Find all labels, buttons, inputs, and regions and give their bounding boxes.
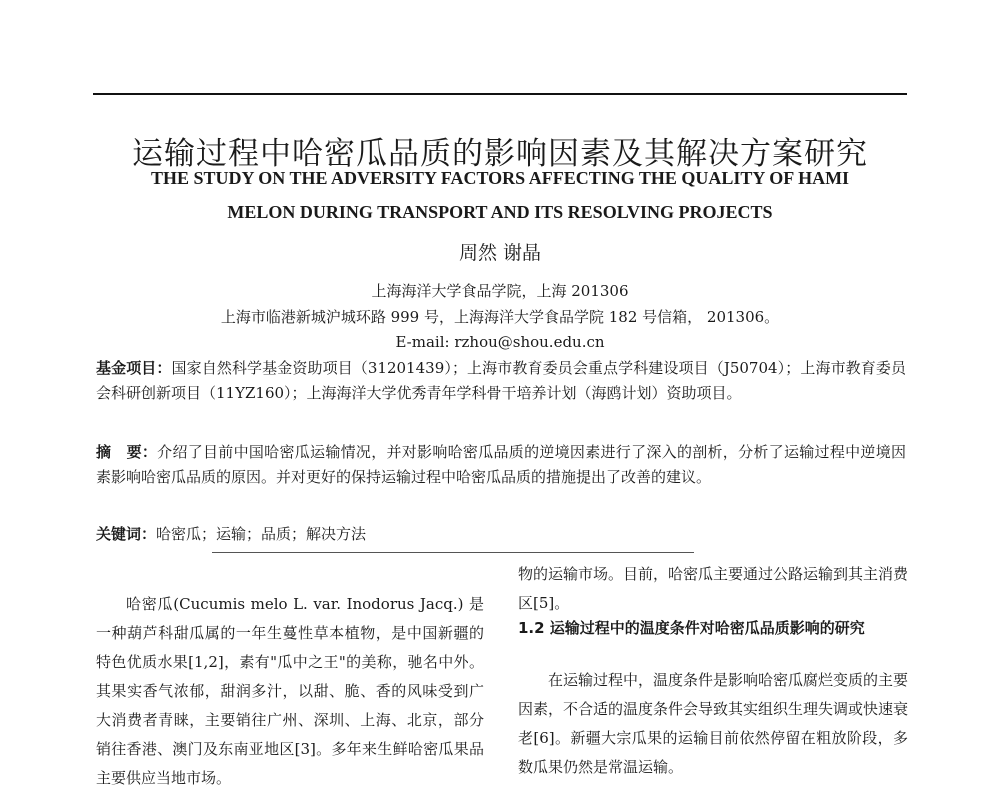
right-column-continuation: 物的运输市场。目前，哈密瓜主要通过公路运输到其主消费区[5]。 bbox=[518, 565, 909, 612]
title-english-line2: MELON DURING TRANSPORT AND ITS RESOLVING PROJECTS bbox=[227, 202, 773, 222]
fund-text: 国家自然科学基金资助项目（31201439）；上海市教育委员会重点学科建设项目（J50704）；上海市教育委员会科研创新项目（11YZ160）；上海海洋大学优秀青年学科骨干培养计划（海鸥计划）资助项目。 bbox=[96, 359, 906, 402]
keywords-text: 哈密瓜；运输；品质；解决方法 bbox=[156, 525, 367, 543]
intro-paragraph: 哈密瓜(Cucumis melo L. var. Inodorus Jacq.) 是一种葫芦科甜瓜属的一年生蔓性草本植物，是中国新疆的特色优质水果[1,2]，素有"瓜中之王"的美称，驰名中外。其果实香气浓郁，甜润多汁，以甜、脆、香的风味受到广大消费者青睐，主要销往广州、深圳、上海、北京，部分销往香港、澳门及东南亚地区[3]。多年来生鲜哈密瓜果品主要供应当地市场。 bbox=[96, 595, 484, 787]
email: E-mail: rzhou@shou.edu.cn bbox=[395, 333, 605, 351]
keywords-label: 关键词： bbox=[96, 525, 157, 543]
section-heading-1-2: 1.2 运输过程中的温度条件对哈密瓜品质影响的研究 bbox=[518, 619, 865, 637]
section-divider bbox=[212, 552, 694, 553]
title-english-line1: THE STUDY ON THE ADVERSITY FACTORS AFFECTING THE QUALITY OF HAMI bbox=[150, 168, 850, 188]
authors: 周然 谢晶 bbox=[458, 242, 542, 264]
affiliation-line1: 上海海洋大学食品学院，上海 201306 bbox=[371, 282, 629, 300]
fund-paragraph bbox=[96, 356, 906, 405]
abstract-text: 介绍了目前中国哈密瓜运输情况，并对影响哈密瓜品质的逆境因素进行了深入的剖析，分析了运输过程中逆境因素影响哈密瓜品质的原因。并对更好的保持运输过程中哈密瓜品质的措施提出了改善的建议。 bbox=[96, 443, 906, 486]
title-chinese: 运输过程中哈密瓜品质的影响因素及其解决方案研究 bbox=[132, 136, 868, 172]
header-rule bbox=[93, 93, 907, 95]
affiliation-line2: 上海市临港新城沪城环路 999 号，上海海洋大学食品学院 182 号信箱， 201306。 bbox=[220, 308, 780, 326]
abstract-label: 摘 要： bbox=[96, 443, 158, 461]
section-1-2-paragraph: 在运输过程中，温度条件是影响哈密瓜腐烂变质的主要因素，不合适的温度条件会导致其实组织生理失调或快速衰老[6]。新疆大宗瓜果的运输目前依然停留在粗放阶段，多数瓜果仍然是常温运输。 bbox=[518, 671, 909, 776]
abstract-paragraph bbox=[96, 440, 906, 489]
fund-label: 基金项目： bbox=[96, 359, 172, 377]
keywords-paragraph bbox=[96, 522, 906, 547]
